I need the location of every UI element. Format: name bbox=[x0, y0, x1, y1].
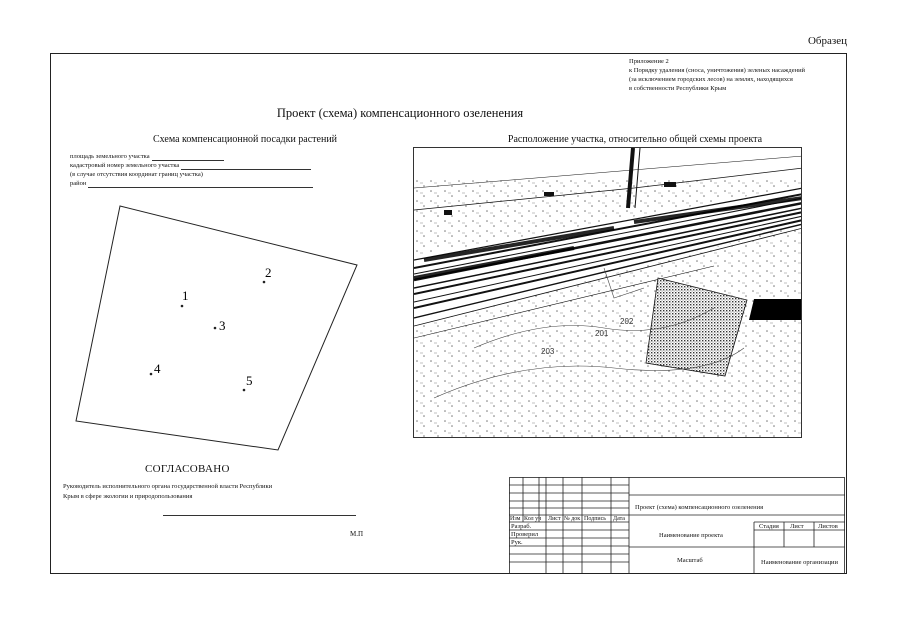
row-label: Рук. bbox=[511, 539, 523, 546]
appendix-line: в собственности Республики Крым bbox=[629, 85, 727, 92]
column-header: Подпись bbox=[584, 516, 607, 522]
approval-line: Руководитель исполнительного органа государственной власти Республики bbox=[63, 483, 273, 490]
scale-label: Масштаб bbox=[677, 557, 703, 564]
planting-point-label: 2 bbox=[265, 265, 272, 280]
field-label: кадастровый номер земельного участка bbox=[70, 162, 180, 169]
field-blank[interactable] bbox=[88, 180, 313, 188]
row-label: Проверил bbox=[511, 531, 539, 538]
stamp-place: М.П bbox=[350, 530, 364, 538]
location-heading: Расположение участка, относительно общей схемы проекта bbox=[507, 134, 763, 145]
plot-boundary bbox=[76, 206, 357, 450]
row-label: Разраб. bbox=[511, 523, 532, 530]
planting-point-3 bbox=[214, 327, 217, 330]
stage-header: Стадия bbox=[759, 523, 779, 530]
column-header: Изм bbox=[510, 516, 521, 522]
stage-header: Лист bbox=[790, 523, 804, 530]
field-cadastral bbox=[70, 161, 313, 170]
map-label: 203 bbox=[541, 347, 555, 356]
column-header: Лист bbox=[548, 516, 561, 522]
title-block-project-title: Проект (схема) компенсационного озеленения bbox=[635, 504, 764, 511]
planting-point-label: 3 bbox=[219, 318, 226, 333]
stage-header: Листов bbox=[818, 523, 838, 530]
map-drawing bbox=[414, 148, 802, 438]
field-area bbox=[70, 152, 313, 161]
field-label: (в случае отсутствия координат границ участка) bbox=[70, 171, 203, 178]
signature-line[interactable] bbox=[163, 515, 356, 516]
pointer-arrow bbox=[749, 299, 802, 320]
field-district bbox=[70, 179, 313, 188]
field-label: район bbox=[70, 180, 87, 187]
map-marker bbox=[664, 182, 676, 187]
column-header: № док bbox=[564, 516, 581, 522]
map-marker bbox=[544, 192, 554, 196]
planting-point-1 bbox=[181, 305, 184, 308]
document-title: Проект (схема) компенсационного озеленения bbox=[276, 106, 524, 120]
map-label: 202 bbox=[620, 317, 634, 326]
column-header: Дата bbox=[613, 516, 625, 522]
approval-title: СОГЛАСОВАНО bbox=[145, 463, 230, 475]
approval-line: Крым в сфере экологии и природопользования bbox=[63, 493, 193, 500]
appendix-line: Приложение 2 bbox=[629, 58, 669, 65]
appendix-note bbox=[629, 57, 834, 93]
planting-point-label: 1 bbox=[182, 288, 189, 303]
approval-text bbox=[63, 482, 303, 502]
map-label: 201 bbox=[595, 329, 609, 338]
planting-scheme-heading: Схема компенсационной посадки растений bbox=[152, 134, 338, 145]
field-label: площадь земельного участка bbox=[70, 153, 150, 160]
appendix-line: (за исключением городских лесов) на землях, находящихся bbox=[629, 76, 793, 83]
title-block bbox=[509, 477, 845, 574]
planting-point-4 bbox=[150, 373, 153, 376]
planting-point-2 bbox=[263, 281, 266, 284]
planting-scheme-plan bbox=[70, 200, 365, 460]
field-note bbox=[70, 170, 313, 179]
appendix-line: к Порядку удаления (сноса, уничтожения) зеленых насаждений bbox=[629, 67, 806, 74]
planting-point-5 bbox=[243, 389, 246, 392]
sample-label: Образец bbox=[807, 35, 847, 47]
field-blank[interactable] bbox=[152, 153, 224, 161]
location-map bbox=[413, 147, 802, 438]
map-marker bbox=[444, 210, 452, 215]
planting-point-label: 5 bbox=[246, 373, 253, 388]
planting-point-label: 4 bbox=[154, 361, 161, 376]
plot-fields bbox=[70, 152, 313, 188]
field-blank[interactable] bbox=[181, 162, 311, 170]
organization-name: Наименование организации bbox=[761, 559, 839, 566]
column-header: Кол уч bbox=[524, 516, 542, 522]
project-name: Наименование проекта bbox=[659, 532, 723, 539]
